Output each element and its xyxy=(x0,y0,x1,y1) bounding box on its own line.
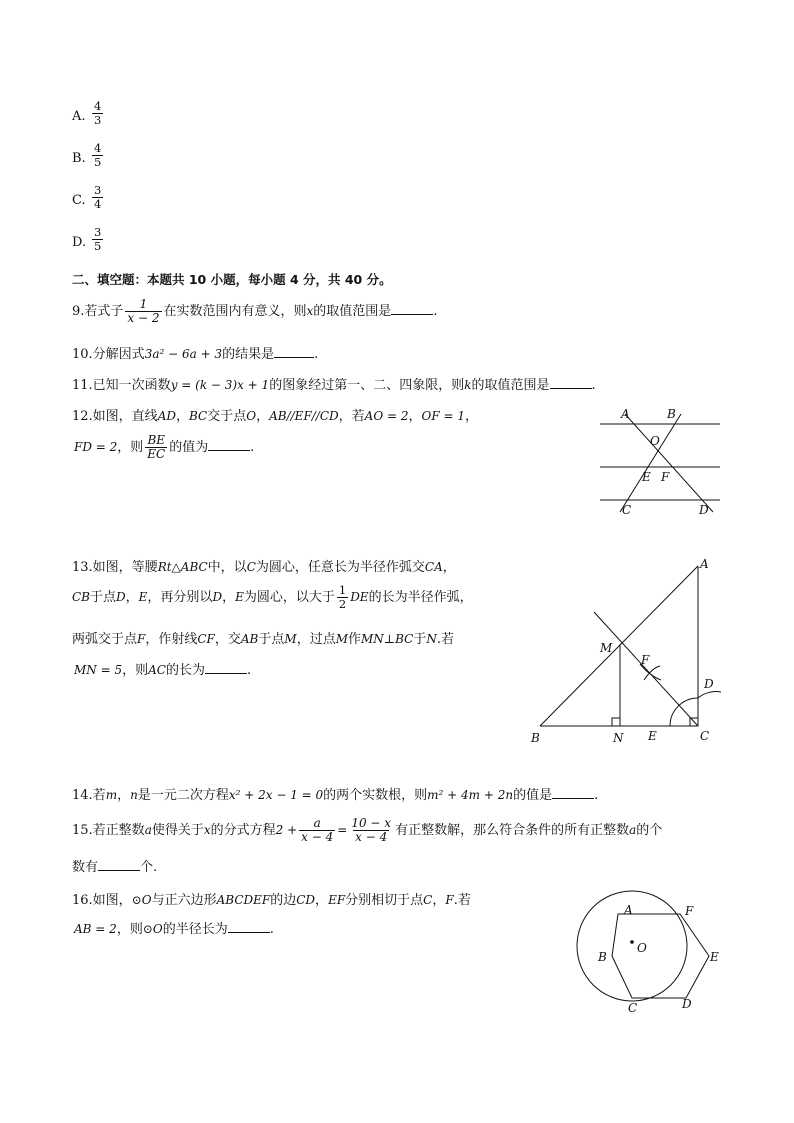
question-16-line2: AB = 2，则⊙O的半径长为 . xyxy=(74,922,274,937)
label-b: B xyxy=(667,407,676,421)
question-9: 9.若式子 $\frac{1}{x - 2}$ 在实数范围内有意义，则x的取值范围是 . xyxy=(72,297,438,325)
label-f: F xyxy=(685,904,694,918)
answer-blank[interactable] xyxy=(391,304,433,315)
answer-blank[interactable] xyxy=(274,347,314,358)
answer-blank[interactable] xyxy=(98,860,140,871)
line-ad xyxy=(625,414,713,512)
label-e: E xyxy=(642,470,651,484)
option-fraction: $\frac{3}{4}$ xyxy=(94,183,102,211)
arc-from-e xyxy=(644,666,660,680)
label-e: E xyxy=(710,950,719,964)
answer-blank[interactable] xyxy=(550,378,592,389)
label-n: N xyxy=(613,731,624,745)
option-label: B. xyxy=(72,151,86,166)
ray-cf xyxy=(594,612,698,726)
line-bc xyxy=(620,414,681,512)
label-d: D xyxy=(682,997,692,1011)
answer-blank[interactable] xyxy=(208,440,250,451)
question-10: 10.分解因式3a² − 6a + 3的结果是 . xyxy=(72,347,319,362)
q15-fraction-1: $\frac{a}{x - 4}$ xyxy=(301,816,334,844)
option-fraction: $\frac{3}{5}$ xyxy=(94,225,102,253)
section-title: 二、填空题：本题共 10 小题，每小题 4 分，共 40 分。 xyxy=(72,272,392,287)
question-12-line2: FD = 2，则 $\frac{BE}{EC}$ 的值为 . xyxy=(74,433,255,461)
q13-fraction: $\frac{1}{2}$ xyxy=(338,583,347,611)
label-a: A xyxy=(624,903,633,917)
label-c: C xyxy=(628,1001,638,1015)
question-16-line1: 16.如图，⊙O与正六边形ABCDEF的边CD，EF分别相切于点C，F.若 xyxy=(72,893,471,908)
question-14: 14.若m，n是一元二次方程x² + 2x − 1 = 0的两个实数根，则m² + 4m + 2n的值是 . xyxy=(72,788,599,803)
question-11: 11.已知一次函数y = (k − 3)x + 1的图象经过第一、二、四象限，则k的取值范围是 . xyxy=(72,378,596,393)
q13-figure xyxy=(528,552,728,748)
question-12-line1: 12.如图，直线AD，BC交于点O，AB//EF//CD，若AO = 2，OF = 1， xyxy=(72,409,479,424)
right-angle-n xyxy=(612,718,620,726)
label-b: B xyxy=(598,950,607,964)
label-b: B xyxy=(531,731,540,745)
label-f: F xyxy=(661,470,670,484)
q16-figure xyxy=(570,884,730,1018)
label-d: D xyxy=(704,677,714,691)
q9-fraction: $\frac{1}{x - 2}$ xyxy=(127,297,160,325)
q12-figure xyxy=(595,402,725,520)
label-a: A xyxy=(700,557,709,571)
label-c: C xyxy=(622,503,632,517)
option-label: D. xyxy=(72,235,87,250)
arc-extension xyxy=(698,692,721,698)
label-f: F xyxy=(641,653,650,667)
question-13-line3: 两弧交于点F，作射线CF，交AB于点M，过点M作MN⊥BC于N.若 xyxy=(72,632,454,647)
label-a: A xyxy=(621,407,630,421)
question-15-line2: 数有 个. xyxy=(72,860,158,875)
q15-fraction-2: $\frac{10 - x}{x - 4}$ xyxy=(351,816,392,844)
question-13-line4: MN = 5，则AC的长为 . xyxy=(74,663,252,678)
label-m: M xyxy=(600,641,613,655)
option-fraction: $\frac{4}{3}$ xyxy=(94,99,102,127)
hexagon-abcdef xyxy=(612,914,709,998)
option-label: A. xyxy=(72,109,86,124)
label-c: C xyxy=(700,729,710,743)
q12-fraction: $\frac{BE}{EC}$ xyxy=(147,433,166,461)
center-dot xyxy=(630,940,634,944)
label-o: O xyxy=(637,941,647,955)
label-e: E xyxy=(648,729,657,743)
question-13-line2: CB于点D，E，再分别以D，E为圆心，以大于 $\frac{1}{2}$ DE的长为半径作弧， xyxy=(72,583,473,611)
answer-blank[interactable] xyxy=(552,788,594,799)
question-13-line1: 13.如图，等腰Rt△ABC中，以C为圆心，任意长为半径作弧交CA， xyxy=(72,560,456,575)
option-label: C. xyxy=(72,193,86,208)
question-15-line1: 15.若正整数a使得关于x的分式方程2 + $\frac{a}{x - 4}$ = $\frac{10 - x}{x - 4}$ 有正整数解，那么符合条件的所有正整数a的个 xyxy=(72,816,663,844)
option-fraction: $\frac{4}{5}$ xyxy=(94,141,102,169)
answer-blank[interactable] xyxy=(205,663,247,674)
label-d: D xyxy=(699,503,709,517)
answer-blank[interactable] xyxy=(228,922,270,933)
label-o: O xyxy=(650,434,660,448)
side-ab xyxy=(540,566,698,726)
